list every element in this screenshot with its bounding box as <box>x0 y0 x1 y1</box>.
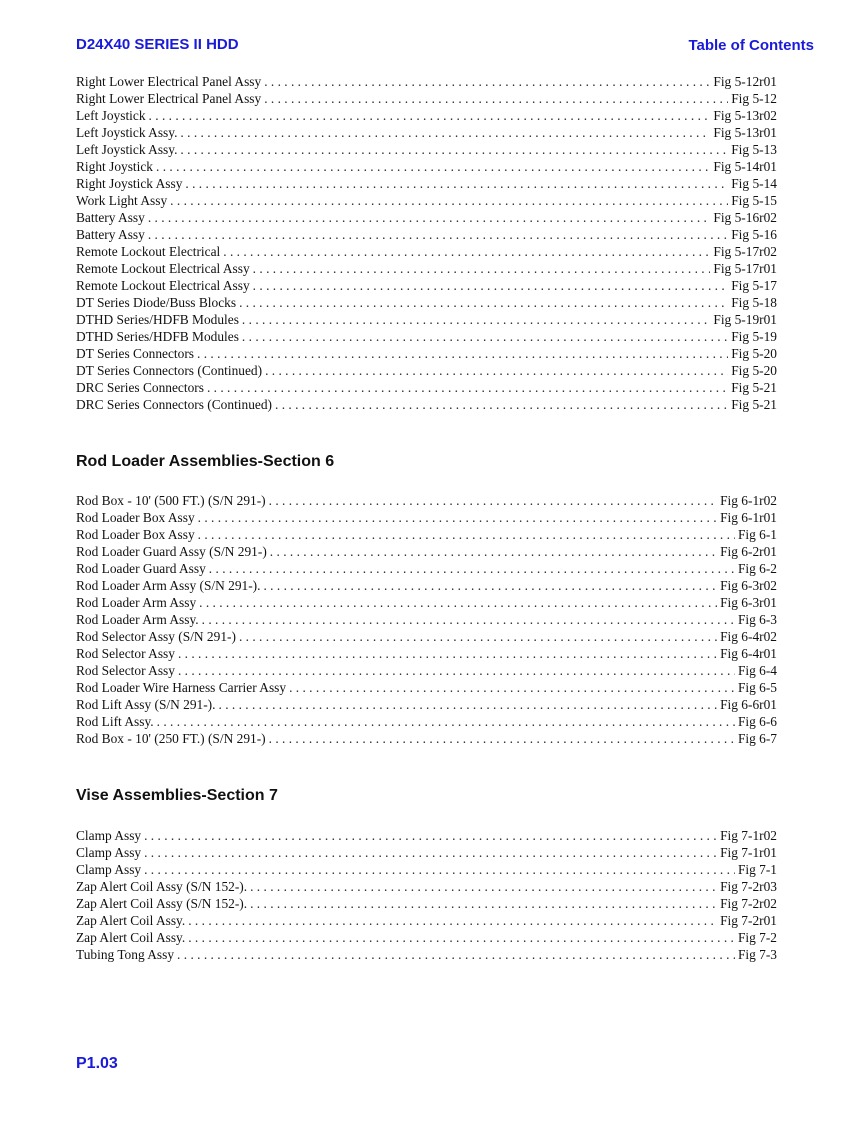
toc-entry-label: Battery Assy <box>76 210 145 225</box>
dot-leader <box>178 662 735 679</box>
toc-entry[interactable] <box>76 628 777 645</box>
toc-entry[interactable] <box>76 328 777 345</box>
dot-leader <box>144 861 735 878</box>
toc-entry-figure-ref: Fig 5-17r01 <box>713 261 777 276</box>
toc-entry[interactable] <box>76 73 777 90</box>
dot-leader <box>178 645 717 662</box>
toc-list-section-6 <box>76 492 777 747</box>
toc-entry-figure-ref: Fig 7-2r02 <box>720 896 777 911</box>
toc-entry[interactable] <box>76 260 777 277</box>
dot-leader <box>188 912 717 929</box>
toc-entry[interactable] <box>76 594 777 611</box>
toc-entry-figure-ref: Fig 5-12r01 <box>713 74 777 89</box>
dot-leader <box>250 878 717 895</box>
toc-entry-label: Right Lower Electrical Panel Assy <box>76 74 262 89</box>
dot-leader <box>180 124 710 141</box>
toc-entry-label: Rod Selector Assy (S/N 291-) <box>76 629 236 644</box>
toc-entry-label: DT Series Connectors <box>76 346 195 361</box>
toc-entry[interactable] <box>76 379 777 396</box>
toc-entry-figure-ref: Fig 5-20 <box>731 346 777 361</box>
dot-leader <box>199 594 717 611</box>
dot-leader <box>263 577 717 594</box>
toc-entry-label: DRC Series Connectors (Continued) <box>76 397 273 412</box>
toc-entry[interactable] <box>76 713 777 730</box>
toc-entry-figure-ref: Fig 5-18 <box>731 295 777 310</box>
toc-entry-figure-ref: Fig 5-21 <box>731 380 777 395</box>
toc-entry-figure-ref: Fig 5-13 <box>731 142 777 157</box>
toc-entry[interactable] <box>76 124 777 141</box>
toc-entry-figure-ref: Fig 5-19 <box>731 329 777 344</box>
toc-entry[interactable] <box>76 192 777 209</box>
dot-leader <box>202 611 735 628</box>
toc-entry[interactable] <box>76 243 777 260</box>
toc-entry[interactable] <box>76 946 777 963</box>
toc-entry[interactable] <box>76 362 777 379</box>
toc-entry-figure-ref: Fig 5-21 <box>731 397 777 412</box>
dot-leader <box>149 107 711 124</box>
toc-entry-label: Work Light Assy <box>76 193 168 208</box>
dot-leader <box>264 90 728 107</box>
toc-entry-label: Rod Loader Arm Assy. <box>76 612 199 627</box>
toc-entry[interactable] <box>76 277 777 294</box>
dot-leader <box>239 294 728 311</box>
dot-leader <box>177 946 735 963</box>
toc-entry-figure-ref: Fig 5-16r02 <box>713 210 777 225</box>
toc-entry-figure-ref: Fig 6-2r01 <box>720 544 777 559</box>
toc-entry-figure-ref: Fig 5-16 <box>731 227 777 242</box>
dot-leader <box>269 730 735 747</box>
toc-entry-figure-ref: Fig 5-17r02 <box>713 244 777 259</box>
toc-entry-label: Right Joystick Assy <box>76 176 183 191</box>
toc-entry-figure-ref: Fig 6-4r02 <box>720 629 777 644</box>
toc-entry-label: Remote Lockout Electrical Assy <box>76 261 250 276</box>
toc-entry-figure-ref: Fig 6-3r02 <box>720 578 777 593</box>
toc-entry-figure-ref: Fig 5-12 <box>731 91 777 106</box>
toc-entry-label: Remote Lockout Electrical Assy <box>76 278 250 293</box>
toc-entry[interactable] <box>76 526 777 543</box>
toc-list-section-5 <box>76 73 777 413</box>
toc-entry-figure-ref: Fig 6-3r01 <box>720 595 777 610</box>
toc-heading: Table of Contents <box>688 37 814 54</box>
toc-entry[interactable] <box>76 226 777 243</box>
toc-entry-figure-ref: Fig 6-4 <box>737 663 777 678</box>
toc-entry-label: Rod Loader Arm Assy <box>76 595 197 610</box>
toc-entry-label: DT Series Connectors (Continued) <box>76 363 263 378</box>
toc-entry-figure-ref: Fig 6-4r01 <box>720 646 777 661</box>
toc-entry[interactable] <box>76 141 777 158</box>
toc-entry-figure-ref: Fig 7-1r01 <box>720 845 777 860</box>
toc-entry-figure-ref: Fig 5-20 <box>731 363 777 378</box>
toc-entry[interactable] <box>76 730 777 747</box>
toc-entry-label: Rod Loader Wire Harness Carrier Assy <box>76 680 287 695</box>
toc-entry-figure-ref: Fig 6-5 <box>737 680 777 695</box>
dot-leader <box>144 827 717 844</box>
dot-leader <box>148 226 728 243</box>
dot-leader <box>250 895 717 912</box>
toc-entry[interactable] <box>76 107 777 124</box>
dot-leader <box>275 396 728 413</box>
dot-leader <box>198 509 717 526</box>
dot-leader <box>185 175 728 192</box>
toc-entry-figure-ref: Fig 7-2r01 <box>720 913 777 928</box>
toc-entry-label: Rod Box - 10' (250 FT.) (S/N 291-) <box>76 731 266 746</box>
toc-entry-label: Left Joystick <box>76 108 146 123</box>
toc-entry-label: Zap Alert Coil Assy. <box>76 913 186 928</box>
toc-entry-label: DTHD Series/HDFB Modules <box>76 312 239 327</box>
toc-entry[interactable] <box>76 929 777 946</box>
toc-entry[interactable] <box>76 560 777 577</box>
toc-entry[interactable] <box>76 158 777 175</box>
toc-entry[interactable] <box>76 543 777 560</box>
toc-entry-label: Zap Alert Coil Assy (S/N 152-). <box>76 879 248 894</box>
toc-entry-label: Rod Lift Assy (S/N 291-). <box>76 697 216 712</box>
toc-entry-figure-ref: Fig 6-1r01 <box>720 510 777 525</box>
toc-entry-label: Rod Selector Assy <box>76 646 175 661</box>
toc-entry-label: Remote Lockout Electrical <box>76 244 221 259</box>
toc-entry[interactable] <box>76 696 777 713</box>
toc-entry-label: DRC Series Connectors <box>76 380 204 395</box>
document-title: D24X40 SERIES II HDD <box>76 36 239 53</box>
toc-entry[interactable] <box>76 492 777 509</box>
dot-leader <box>144 844 717 861</box>
dot-leader <box>265 362 728 379</box>
toc-entry-figure-ref: Fig 6-1 <box>737 527 777 542</box>
dot-leader <box>219 696 718 713</box>
toc-entry-label: Rod Selector Assy <box>76 663 175 678</box>
toc-entry[interactable] <box>76 679 777 696</box>
dot-leader <box>209 560 735 577</box>
toc-entry[interactable] <box>76 878 777 895</box>
dot-leader <box>188 929 735 946</box>
toc-entry[interactable] <box>76 209 777 226</box>
toc-entry-label: Rod Loader Box Assy <box>76 510 195 525</box>
toc-entry-label: Rod Box - 10' (500 FT.) (S/N 291-) <box>76 493 266 508</box>
toc-entry-label: Rod Loader Guard Assy (S/N 291-) <box>76 544 267 559</box>
dot-leader <box>269 492 717 509</box>
toc-entry-label: Tubing Tong Assy <box>76 947 175 962</box>
page-number: P1.03 <box>76 1055 118 1072</box>
dot-leader <box>264 73 710 90</box>
toc-entry[interactable] <box>76 311 777 328</box>
toc-entry-label: Clamp Assy <box>76 828 142 843</box>
toc-entry-figure-ref: Fig 6-2 <box>737 561 777 576</box>
toc-entry-figure-ref: Fig 5-14r01 <box>713 159 777 174</box>
toc-entry-label: DTHD Series/HDFB Modules <box>76 329 239 344</box>
section-7-title: Vise Assemblies-Section 7 <box>76 787 278 804</box>
toc-entry-figure-ref: Fig 5-13r02 <box>713 108 777 123</box>
dot-leader <box>242 311 710 328</box>
dot-leader <box>197 345 728 362</box>
toc-entry[interactable] <box>76 611 777 628</box>
toc-entry-label: Left Joystick Assy. <box>76 125 178 140</box>
dot-leader <box>156 158 710 175</box>
toc-entry-figure-ref: Fig 7-1 <box>737 862 777 877</box>
toc-entry[interactable] <box>76 175 777 192</box>
dot-leader <box>207 379 728 396</box>
toc-entry-label: Rod Loader Guard Assy <box>76 561 206 576</box>
toc-entry-figure-ref: Fig 7-2 <box>737 930 777 945</box>
toc-entry-figure-ref: Fig 5-17 <box>731 278 777 293</box>
dot-leader <box>239 628 717 645</box>
toc-entry-label: DT Series Diode/Buss Blocks <box>76 295 237 310</box>
toc-entry-figure-ref: Fig 5-15 <box>731 193 777 208</box>
toc-entry-figure-ref: Fig 5-14 <box>731 176 777 191</box>
toc-entry-label: Clamp Assy <box>76 845 142 860</box>
section-6-title: Rod Loader Assemblies-Section 6 <box>76 453 335 470</box>
toc-entry-label: Rod Loader Box Assy <box>76 527 195 542</box>
toc-entry-figure-ref: Fig 7-3 <box>737 947 777 962</box>
toc-entry-figure-ref: Fig 6-7 <box>737 731 777 746</box>
toc-entry[interactable] <box>76 662 777 679</box>
toc-entry-figure-ref: Fig 6-1r02 <box>720 493 777 508</box>
toc-entry[interactable] <box>76 827 777 844</box>
toc-entry-label: Left Joystick Assy. <box>76 142 178 157</box>
toc-entry[interactable] <box>76 294 777 311</box>
dot-leader <box>198 526 735 543</box>
toc-entry-label: Clamp Assy <box>76 862 142 877</box>
toc-entry[interactable] <box>76 90 777 107</box>
toc-entry-label: Zap Alert Coil Assy. <box>76 930 186 945</box>
toc-entry-figure-ref: Fig 6-3 <box>737 612 777 627</box>
toc-entry[interactable] <box>76 345 777 362</box>
toc-list-section-7 <box>76 827 777 963</box>
dot-leader <box>223 243 710 260</box>
toc-entry-label: Rod Loader Arm Assy (S/N 291-). <box>76 578 261 593</box>
dot-leader <box>170 192 728 209</box>
dot-leader <box>157 713 735 730</box>
toc-entry[interactable] <box>76 844 777 861</box>
toc-entry-label: Right Lower Electrical Panel Assy <box>76 91 262 106</box>
dot-leader <box>253 260 711 277</box>
toc-entry[interactable] <box>76 577 777 594</box>
toc-entry-label: Rod Lift Assy. <box>76 714 154 729</box>
toc-entry-label: Battery Assy <box>76 227 145 242</box>
dot-leader <box>270 543 717 560</box>
toc-entry-figure-ref: Fig 6-6r01 <box>720 697 777 712</box>
toc-entry-figure-ref: Fig 6-6 <box>737 714 777 729</box>
toc-entry[interactable] <box>76 396 777 413</box>
dot-leader <box>253 277 729 294</box>
toc-entry[interactable] <box>76 895 777 912</box>
dot-leader <box>289 679 735 696</box>
dot-leader <box>148 209 711 226</box>
toc-entry-label: Right Joystick <box>76 159 154 174</box>
dot-leader <box>180 141 728 158</box>
toc-entry[interactable] <box>76 861 777 878</box>
toc-entry[interactable] <box>76 645 777 662</box>
dot-leader <box>242 328 728 345</box>
toc-entry[interactable] <box>76 912 777 929</box>
toc-entry-figure-ref: Fig 7-1r02 <box>720 828 777 843</box>
toc-entry-figure-ref: Fig 5-13r01 <box>713 125 777 140</box>
toc-entry-figure-ref: Fig 7-2r03 <box>720 879 777 894</box>
toc-entry-figure-ref: Fig 5-19r01 <box>713 312 777 327</box>
toc-entry[interactable] <box>76 509 777 526</box>
toc-entry-label: Zap Alert Coil Assy (S/N 152-). <box>76 896 248 911</box>
